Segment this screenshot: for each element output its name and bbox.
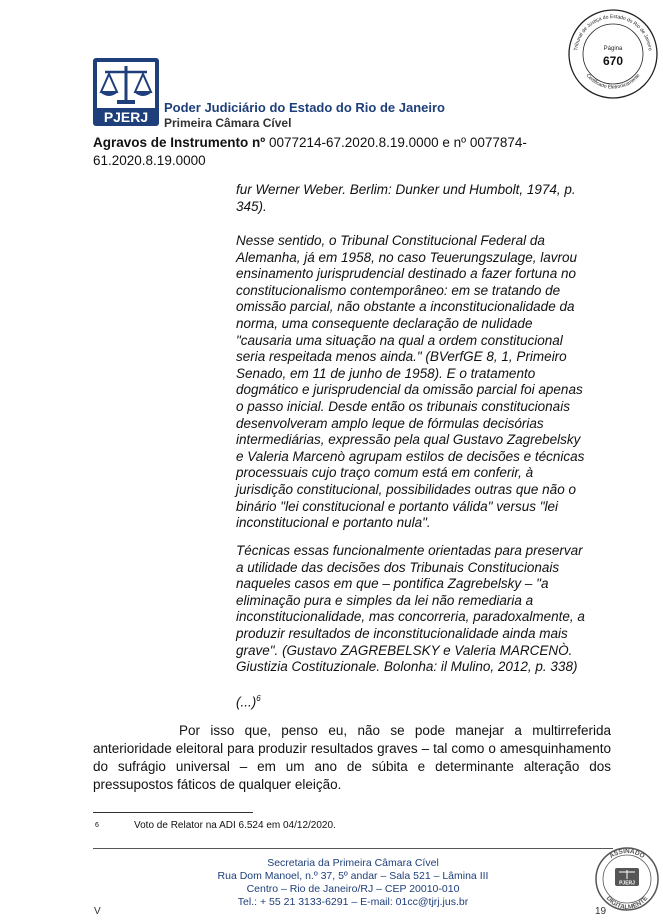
quote-line: binário "lei constitucional e portanto válida" versus "lei (236, 498, 559, 514)
main-paragraph (93, 722, 611, 794)
ellipsis-text: (...) (236, 694, 257, 710)
quote-line: fur Werner Weber. Berlim: Dunker und Humbolt, 1974, p. (236, 182, 576, 197)
quote-line: inconstitucionalidade, mas concorreria, paradoxalmente, a (236, 609, 585, 625)
paragraph-line: Por isso que, penso eu, não se pode manejar a multirreferida (179, 723, 611, 738)
seal-label: Página (603, 46, 623, 52)
svg-text:ASSINADO (608, 848, 645, 860)
quote-line: intermediárias, expressão pela qual Gustavo Zagrebelsky (236, 432, 581, 448)
quote-line: omissão parcial, não obstante a inconstitucionalidade da (236, 299, 575, 315)
footnote-ref: 6 (256, 694, 261, 703)
quote-line: 345). (236, 198, 267, 214)
quote-line: o passo inicial. Desde então os tribunais constitucionais (236, 398, 570, 414)
quote-ellipsis (236, 691, 612, 711)
quote-block-citation (236, 182, 612, 215)
quote-line: Técnicas essas funcionalmente orientadas para preservar (236, 543, 583, 558)
footer-divider (93, 848, 613, 849)
quote-line: ensinamento jurisprudencial destinado a fazer fortuna no (236, 266, 576, 282)
case-number (93, 134, 615, 170)
quote-line: Senado, em 11 de junho de 1958). E o tratamento (236, 365, 536, 381)
quote-line: norma, uma consequente declaração de nulidade (236, 315, 533, 331)
quote-line: produzir resultados de inconstitucionalidade ainda mais (236, 625, 568, 641)
quote-line: desenvolveram amplo leque de fórmulas decisórias (236, 415, 544, 431)
paragraph-line: anterioridade eleitoral para produzir resultados graves – tal como o (93, 741, 496, 756)
case-number-line2: 61.2020.8.19.0000 (93, 153, 206, 168)
footnote-number: 6 (95, 822, 99, 829)
footer-address: Rua Dom Manoel, n.º 37, 5º andar – Sala 521 – Lâmina III (217, 870, 489, 882)
footer-city: Centro – Rio de Janeiro/RJ – CEP 20010-010 (246, 883, 460, 895)
quote-line: Alemanha, já em 1958, no caso Teuerungszulage, lavrou (236, 249, 577, 265)
quote-block-german-court (236, 233, 612, 532)
digital-signature-seal (594, 846, 660, 912)
quote-line: Giustizia Costituzionale. Bolonha: il Mulino, 2012, p. 338) (236, 659, 578, 675)
quote-line: seria respeitada menos ainda." (BVerfGE 8, 1, Primeiro (236, 349, 567, 365)
case-label: Agravos de Instrumento nº (93, 135, 266, 150)
footnote-text: Voto de Relator na ADI 6.524 em 04/12/2020. (134, 820, 336, 831)
footer-contact: Tel.: + 55 21 3133-6291 – E-mail: 01cc@tjrj.jus.br (237, 896, 469, 908)
quote-line: grave". (Gustavo ZAGREBELSKY e Valeria MARCENÒ. (236, 642, 573, 658)
case-number-line1: 0077214-67.2020.8.19.0000 e nº 0077874- (268, 135, 527, 150)
svg-text:Certificado Eletronicamente (585, 73, 642, 91)
quote-line: constitucionalismo contemporâneo: em se tratando de (236, 282, 561, 298)
seal-signed-text: ASSINADO (608, 847, 646, 861)
seal-digital-text: DIGITALMENTE (604, 894, 650, 912)
paragraph-line: alteração dos pressupostos fáticos de qualquer eleição. (93, 759, 611, 792)
quote-line: a utilidade das decisões dos Tribunais Constitucionais (236, 559, 560, 575)
quote-line: processuais cujo traço comum está em conferir, à (236, 465, 534, 481)
seal-logo-text: PJERJ (619, 880, 635, 887)
footnote-divider (93, 812, 253, 813)
quote-line: eliminação pura e simples da lei não remediaria a (236, 592, 534, 608)
footer-page-number: 19 (595, 906, 607, 917)
court-name: Poder Judiciário do Estado do Rio de Janeiro (164, 100, 445, 115)
seal-ring-text: Tribunal de Justiça do Estado do Rio de Janeiro (573, 13, 653, 52)
pjerj-logo (93, 58, 159, 126)
quote-line: Nesse sentido, o Tribunal Constitucional Federal da (236, 233, 545, 248)
logo-text: PJERJ (103, 109, 149, 125)
seal-page-number: 670 (602, 54, 624, 68)
chamber-name: Primeira Câmara Cível (164, 116, 292, 130)
seal-bottom-text: Certificado Eletronicamente (584, 72, 642, 91)
page-seal (565, 6, 661, 102)
quote-line: inconstitucional e portanto nula". (236, 515, 431, 531)
paragraph-line: amesquinhamento do sufrágio universal – em um ano de súbita e determinante (93, 741, 611, 774)
quote-line: naqueles casos em que – pontifica Zagrebelsky – "a (236, 576, 549, 592)
quote-line: dogmático e jurisprudencial da omissão parcial foi apenas (236, 382, 583, 398)
footer-version-mark: V (94, 906, 101, 917)
quote-line: jurisdição constitucional, possibilidades outras que não o (236, 481, 576, 497)
quote-line: e Valeria Marcenò agrupam estilos de decisões e técnicas (236, 448, 585, 464)
footer-secretariat: Secretaria da Primeira Câmara Cível (267, 857, 439, 869)
quote-line: "causaria uma situação na qual a ordem constitucional (236, 332, 563, 348)
quote-block-techniques (236, 543, 612, 676)
